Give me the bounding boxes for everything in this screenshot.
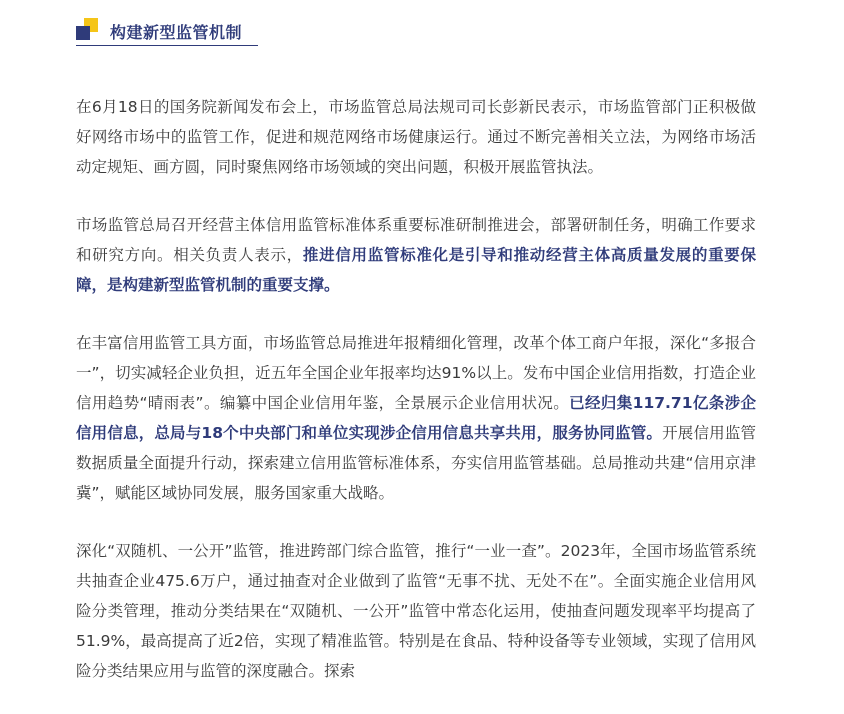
paragraph-2-highlight: 推进信用监管标准化是引导和推动经营主体高质量发展的重要保障，是构建新型监管机制的重要支撑。 [76,246,756,294]
section-square-icon [76,18,98,40]
paragraph-3-text-a: 在丰富信用监管工具方面，市场监管总局推进年报精细化管理，改革个体工商户年报，深化“多报合一”，切实减轻企业负担，近五年全国企业年报率均达91%以上。发布中国企业信用指数，打造企业信用趋势“晴雨表”。编纂中国企业信用年鉴，全景展示企业信用状况。 [76,334,756,412]
paragraph-3-text-b: 开展信用监管数据质量全面提升行动，探索建立信用监管标准体系，夯实信用监管基础。总局推动共建“信用京津冀”，赋能区域协同发展，服务国家重大战略。 [76,424,756,502]
paragraph-3-highlight: 已经归集117.71亿条涉企信用信息，总局与18个中央部门和单位实现涉企信用信息共享共用，服务协同监管。 [76,394,756,442]
section-header [76,18,258,46]
paragraph-1-text: 在6月18日的国务院新闻发布会上，市场监管总局法规司司长彭新民表示，市场监管部门正积极做好网络市场中的监管工作，促进和规范网络市场健康运行。通过不断完善相关立法，为网络市场活动定规矩、画方圆，同时聚焦网络市场领域的突出问题，积极开展监管执法。 [76,98,756,176]
paragraph-4 [76,536,756,686]
paragraph-2-text: 市场监管总局召开经营主体信用监管标准体系重要标准研制推进会，部署研制任务，明确工作要求和研究方向。相关负责人表示， [76,216,756,264]
navy-square [76,26,90,40]
section-title: 构建新型监管机制 [110,23,243,42]
paragraph-2 [76,210,756,300]
article-body [76,92,756,714]
section-underline [76,45,258,46]
paragraph-1 [76,92,756,182]
paragraph-3 [76,328,756,508]
paragraph-4-text: 深化“双随机、一公开”监管，推进跨部门综合监管，推行“一业一查”。2023年，全国市场监管系统共抽查企业475.6万户，通过抽查对企业做到了监管“无事不扰、无处不在”。全面实施企业信用风险分类管理，推动分类结果在“双随机、一公开”监管中常态化运用，使抽查问题发现率平均提高了51.9%，最高提高了近2倍，实现了精准监管。特别是在食品、特种设备等专业领域，实现了信用风险分类结果应用与监管的深度融合。探索 [76,542,756,680]
